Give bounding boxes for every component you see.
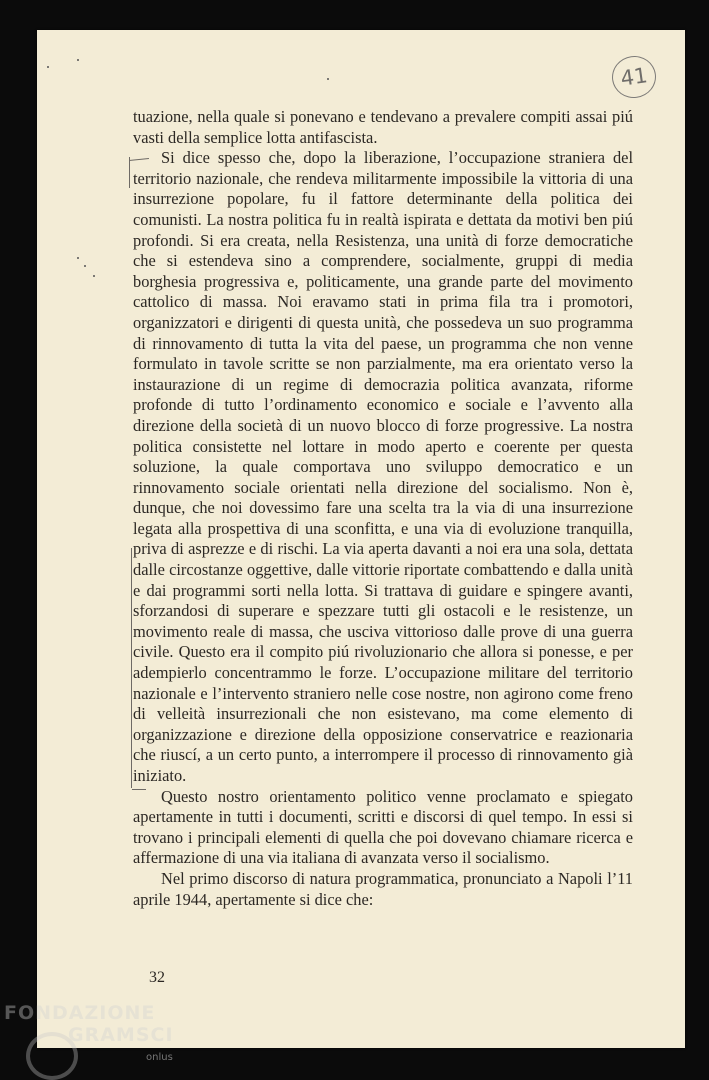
watermark-suffix: onlus (146, 1052, 173, 1063)
watermark-line2: GRAMSCI (68, 1024, 174, 1046)
scan-speck (327, 78, 329, 80)
archive-number: 41 (609, 53, 658, 101)
paragraph: Si dice spesso che, dopo la liberazione, l’occupazione straniera del territorio nazionale, che rendeva militarmente impossibile la vittoria di una insurrezione popolare, fu il fattore determinante della politica dei comunisti. La nostra politica fu in realtà ispirata e dettata da motivi ben piú profondi. Si era creata, nella Resistenza, una unità di forze democratiche che si estendeva sino a comprendere, socialmente, gruppi di media borghesia progressiva e, politicamente, una grande parte del movimento cattolico di massa. Noi eravamo stati in prima fila tra i promotori, organizzatori e dirigenti di questa unità, che possedeva un suo programma di rinnovamento di tutta la vita del paese, un programma che non venne formulato in tavole scritte se non parzialmente, ma era orientato verso la instaurazione di un regime di democrazia politica avanzata, riforme profonde di tutto l’ordinamento economico e sociale e l’avvento alla direzione della società di un nuovo blocco di forze progressive. La nostra politica consistette nel lottare in modo aperto e coerente per questa soluzione, la quale comportava uno sviluppo democratico e un rinnovamento sociale orientati nella direzione del socialismo. Non è, dunque, che noi dovessimo fare una scelta tra la via di una insurrezione legata alla prospettiva di una sconfitta, e una via di evoluzione tranquilla, priva di asprezze e di rischi. La via aperta davanti a noi era una sola, dettata dalle circostanze oggettive, dalle vittorie riportate combattendo e dalla unità e dai programmi sorti nella lotta. Si trattava di guidare e spingere avanti, sforzandosi di superare e spezzare tutti gli ostacoli e le resistenze, un movimento reale di massa, che usciva vittorioso dalle prove di una guerra civile. Questo era il compito piú rivoluzionario che allora si ponesse, e per adempierlo concentrammo le forze. L’occupazione militare del territorio nazionale e l’intervento straniero nelle cose nostre, non agirono come freno di velleità insurrezionali che non esistevano, ma come elemento di organizzazione e direzione della opposizione conservatrice e reazionaria che riuscí, a un certo punto, a interrompere il processo di rinnovamento già iniziato. (133, 148, 633, 785)
margin-bracket-mark (129, 157, 130, 188)
paragraph: Nel primo discorso di natura programmatica, pronunciato a Napoli l’11 aprile 1944, apertamente si dice che: (133, 868, 633, 909)
body-text (133, 107, 633, 910)
paragraph: Questo nostro orientamento politico venne proclamato e spiegato apertamente in tutti i documenti, scritti e discorsi di quel tempo. In essi si trovano i principali elementi di quella che poi dovevano chiamare ricerca e affermazione di una via italiana di avanzata verso il socialismo. (133, 786, 633, 868)
archive-watermark (4, 1002, 174, 1046)
scan-speck (77, 257, 79, 259)
margin-line-mark (131, 548, 132, 788)
watermark-line1: FONDAZIONE (4, 1002, 156, 1024)
scan-speck (77, 59, 79, 61)
page-number: 32 (149, 969, 165, 986)
scan-speck (47, 66, 49, 68)
scan-speck (93, 275, 95, 277)
paragraph: tuazione, nella quale si ponevano e tendevano a prevalere compiti assai piú vasti della semplice lotta antifascista. (133, 107, 633, 147)
scan-speck (84, 265, 86, 267)
